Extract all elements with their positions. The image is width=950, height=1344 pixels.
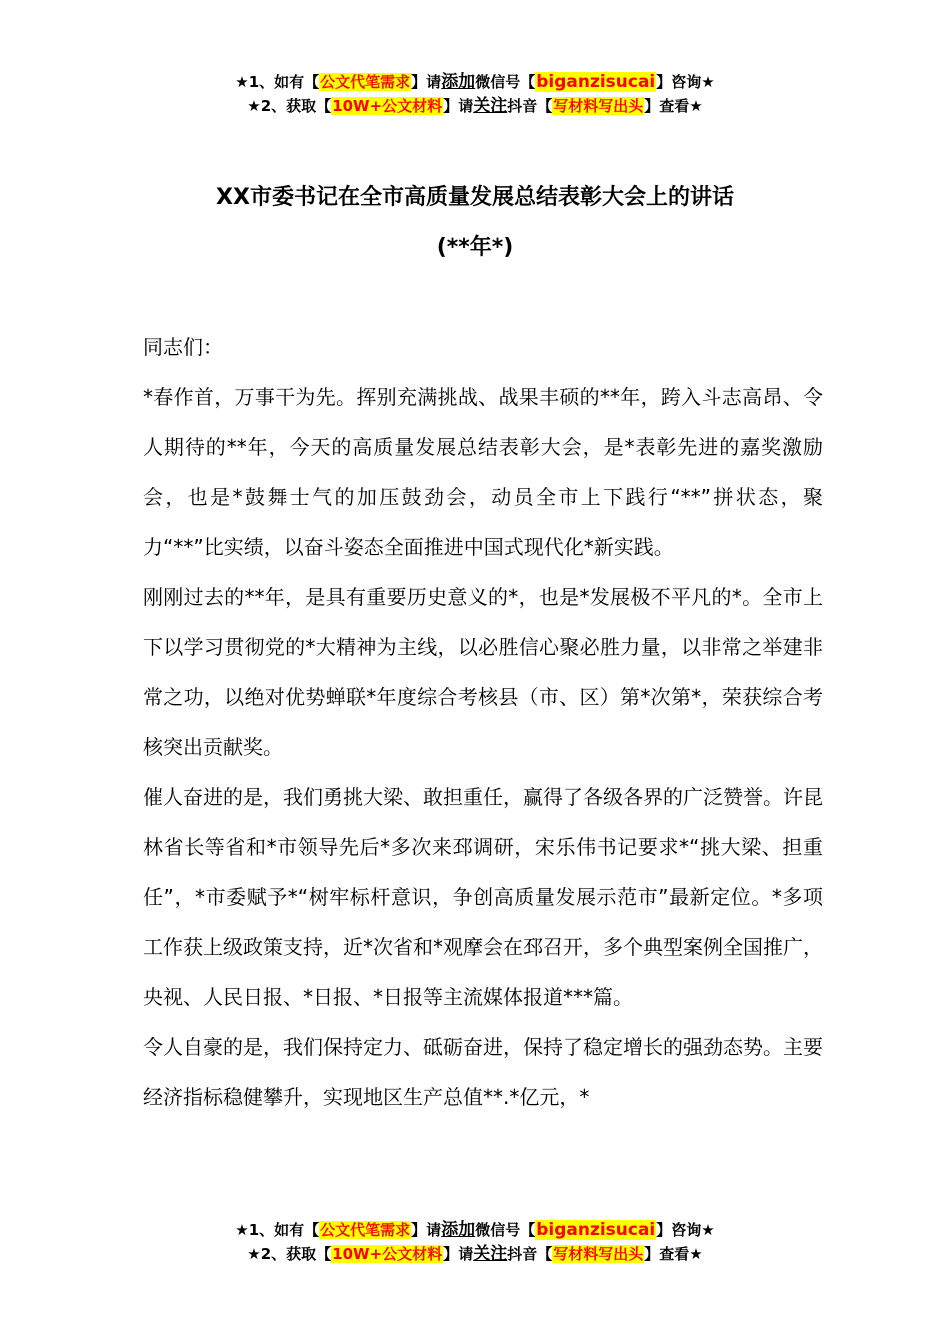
highlight-materials: 10W+公文材料 bbox=[332, 97, 443, 115]
highlight-douyin-account: 写材料写出头 bbox=[553, 97, 644, 115]
document-body bbox=[143, 322, 823, 1122]
highlight-wechat-id: biganzisucai bbox=[536, 1220, 656, 1240]
highlight-materials: 10W+公文材料 bbox=[332, 1245, 443, 1263]
highlight-douyin-account: 写材料写出头 bbox=[553, 1245, 644, 1263]
document-title: XX市委书记在全市高质量发展总结表彰大会上的讲话 bbox=[216, 185, 734, 210]
banner-line-2: ★2、获取【10W+公文材料】请关注抖音【写材料写出头】查看★ bbox=[247, 1244, 703, 1264]
paragraph: *春作首，万事干为先。挥别充满挑战、战果丰硕的**年，跨入斗志高昂、令人期待的**年，今天的高质量发展总结表彰大会，是*表彰先进的嘉奖激励会，也是*鼓舞士气的加压鼓劲会，动员全市上下践行“**”拼状态，聚力“**”比实绩，以奋斗姿态全面推进中国式现代化*新实践。 bbox=[143, 385, 823, 559]
highlight-service: 公文代笔需求 bbox=[320, 73, 411, 91]
document-subtitle: (**年*) bbox=[436, 235, 514, 260]
highlight-service: 公文代笔需求 bbox=[320, 1221, 411, 1239]
paragraph: 催人奋进的是，我们勇挑大梁、敢担重任，赢得了各级各界的广泛赞誉。许昆林省长等省和*市领导先后*多次来邳调研，宋乐伟书记要求*“挑大梁、担重任”，*市委赋予*“树牢标杆意识，争创高质量发展示范市”最新定位。*多项工作获上级政策支持，近*次省和*观摩会在邳召开，多个典型案例全国推广，央视、人民日报、*日报、*日报等主流媒体报道***篇。 bbox=[143, 785, 823, 1009]
banner-line-2: ★2、获取【10W+公文材料】请关注抖音【写材料写出头】查看★ bbox=[247, 96, 703, 116]
header-banner bbox=[0, 70, 950, 118]
footer-banner bbox=[0, 1218, 950, 1266]
banner-line-1: ★1、如有【公文代笔需求】请添加微信号【biganzisucai】咨询★ bbox=[235, 72, 715, 92]
paragraph: 令人自豪的是，我们保持定力、砥砺奋进，保持了稳定增长的强劲态势。主要经济指标稳健攀升，实现地区生产总值**.*亿元，* bbox=[143, 1035, 823, 1109]
paragraph: 刚刚过去的**年，是具有重要历史意义的*，也是*发展极不平凡的*。全市上下以学习贯彻党的*大精神为主线，以必胜信心聚必胜力量，以非常之举建非常之功，以绝对优势蝉联*年度综合考核县（市、区）第*次第*，荣获综合考核突出贡献奖。 bbox=[143, 585, 823, 759]
banner-line-1: ★1、如有【公文代笔需求】请添加微信号【biganzisucai】咨询★ bbox=[235, 1220, 715, 1240]
greeting: 同志们： bbox=[143, 335, 223, 359]
highlight-wechat-id: biganzisucai bbox=[536, 72, 656, 92]
